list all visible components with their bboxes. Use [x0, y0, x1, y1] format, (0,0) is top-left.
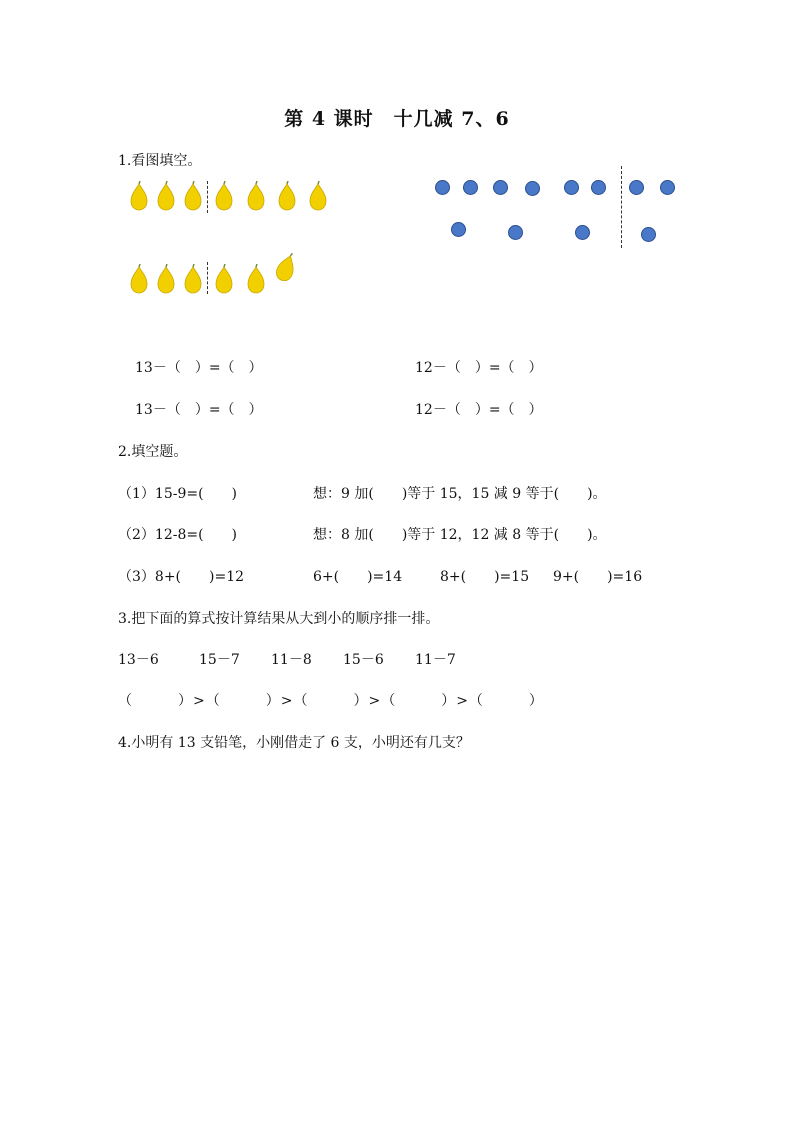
q2-row1-equation: （1）15-9=( ): [118, 486, 238, 502]
divider-dashed-line: [621, 166, 622, 248]
pear-icon: [127, 181, 151, 211]
blue-dot-icon: [463, 180, 478, 195]
blue-dot-icon: [508, 225, 523, 240]
q1-left-equation-1: 13－（ ）=（ ）: [135, 360, 263, 376]
pear-icon: [212, 264, 236, 294]
page-title: 第 4 课时 十几减 7、6: [284, 108, 510, 130]
q2-row3-equation-a: （3）8+( )=12: [118, 569, 245, 585]
pear-icon: [154, 181, 178, 211]
pear-icon: [244, 181, 268, 211]
q1-right-equation-2: 12－（ ）=（ ）: [415, 402, 543, 418]
q2-row1-hint: 想：9 加( )等于 15，15 减 9 等于( )。: [313, 486, 607, 502]
pear-icon: [244, 264, 268, 294]
q3-expression-5: 11－7: [415, 652, 456, 668]
q1-left-equation-2: 13－（ ）=（ ）: [135, 402, 263, 418]
q1-right-equation-1: 12－（ ）=（ ）: [415, 360, 543, 376]
q3-expression-1: 13－6: [118, 652, 159, 668]
q3-expression-4: 15－6: [343, 652, 384, 668]
divider-dashed-line: [207, 181, 208, 213]
q2-row3-equation-b: 6+( )=14: [313, 569, 403, 585]
question-1-heading: 1.看图填空。: [118, 153, 202, 169]
blue-dot-icon: [564, 180, 579, 195]
q2-row2-hint: 想：8 加( )等于 12，12 减 8 等于( )。: [313, 527, 607, 543]
question-3-heading: 3.把下面的算式按计算结果从大到小的顺序排一排。: [118, 611, 440, 627]
q2-row2-equation: （2）12-8=( ): [118, 527, 238, 543]
pear-icon: [181, 181, 205, 211]
pear-icon: [127, 264, 151, 294]
q2-row3-equation-c: 8+( )=15: [440, 569, 530, 585]
pear-icon: [212, 181, 236, 211]
question-4-heading: 4.小明有 13 支铅笔，小刚借走了 6 支，小明还有几支？: [118, 735, 470, 751]
pear-icon: [154, 264, 178, 294]
pear-icon: [274, 252, 298, 282]
pear-icon: [275, 181, 299, 211]
q3-order-blanks: （ ）>（ ）>（ ）>（ ）>（ ）: [118, 693, 544, 709]
blue-dot-icon: [525, 181, 540, 196]
blue-dot-icon: [660, 180, 675, 195]
blue-dot-icon: [435, 180, 450, 195]
q3-expression-2: 15－7: [199, 652, 240, 668]
blue-dot-icon: [591, 180, 606, 195]
pear-icon: [306, 181, 330, 211]
q2-row3-equation-d: 9+( )=16: [553, 569, 643, 585]
blue-dot-icon: [451, 222, 466, 237]
q3-expression-3: 11－8: [271, 652, 312, 668]
blue-dot-icon: [641, 227, 656, 242]
divider-dashed-line: [207, 262, 208, 294]
blue-dot-icon: [493, 180, 508, 195]
pear-icon: [181, 264, 205, 294]
question-2-heading: 2.填空题。: [118, 444, 188, 460]
blue-dot-icon: [629, 180, 644, 195]
blue-dot-icon: [575, 225, 590, 240]
